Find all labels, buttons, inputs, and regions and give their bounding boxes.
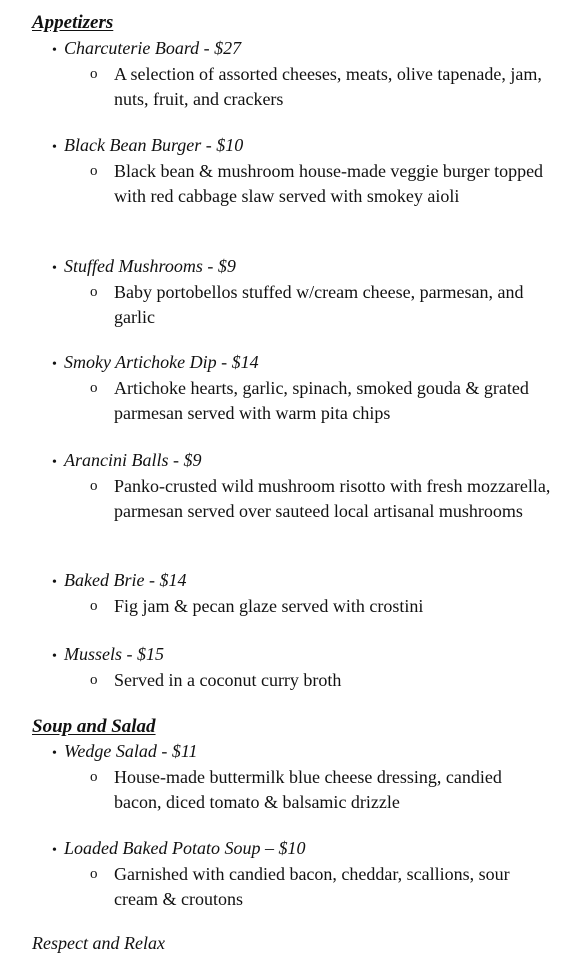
menu-item-description <box>92 668 552 693</box>
menu-item-description <box>92 62 552 111</box>
menu-item-name-text: Mussels - $15 <box>64 644 164 664</box>
circle-bullet-icon: o <box>90 284 98 300</box>
menu-item-name-text: Wedge Salad - $11 <box>64 741 198 761</box>
menu-item-name <box>52 643 164 668</box>
menu-item-description-text: House-made buttermilk blue cheese dressing, candied bacon, diced tomato & balsamic drizzle <box>114 767 502 812</box>
menu-item-name <box>52 449 202 474</box>
bullet-icon: • <box>52 261 57 276</box>
menu-item-name-text: Arancini Balls - $9 <box>64 450 202 470</box>
bullet-icon: • <box>52 575 57 590</box>
menu-item-name <box>52 837 305 862</box>
bullet-icon: • <box>52 649 57 664</box>
menu-item-description-text: Baby portobellos stuffed w/cream cheese, parmesan, and garlic <box>114 282 524 327</box>
menu-item-name-text: Smoky Artichoke Dip - $14 <box>64 352 259 372</box>
menu-item-name <box>52 351 259 376</box>
menu-item-name-text: Loaded Baked Potato Soup – $10 <box>64 838 306 858</box>
menu-item-description-text: Artichoke hearts, garlic, spinach, smoked gouda & grated parmesan served with warm pita chips <box>114 378 529 423</box>
menu-item-name-text: Charcuterie Board - $27 <box>64 38 242 58</box>
section-title-soup-and-salad: Soup and Salad <box>32 716 156 737</box>
menu-item-name <box>52 37 241 62</box>
circle-bullet-icon: o <box>90 769 98 785</box>
circle-bullet-icon: o <box>90 163 98 179</box>
circle-bullet-icon: o <box>90 598 98 614</box>
menu-item-description <box>92 159 552 208</box>
menu-item-description-text: A selection of assorted cheeses, meats, olive tapenade, jam, nuts, fruit, and crackers <box>114 64 542 109</box>
footer-tagline: Respect and Relax <box>32 933 165 953</box>
menu-item-name <box>52 255 236 280</box>
circle-bullet-icon: o <box>90 866 98 882</box>
section-title-appetizers: Appetizers <box>32 12 114 33</box>
menu-item-name-text: Baked Brie - $14 <box>64 570 187 590</box>
menu-item-description <box>92 474 552 523</box>
bullet-icon: • <box>52 843 57 858</box>
menu-item-name <box>52 740 197 765</box>
menu-item-description-text: Served in a coconut curry broth <box>114 670 342 690</box>
circle-bullet-icon: o <box>90 380 98 396</box>
bullet-icon: • <box>52 746 57 761</box>
menu-item-description-text: Panko-crusted wild mushroom risotto with fresh mozzarella, parmesan served over sauteed local artisanal mushrooms <box>114 476 551 521</box>
menu-item-description <box>92 765 552 814</box>
bullet-icon: • <box>52 455 57 470</box>
menu-item-description <box>92 862 552 911</box>
menu-item-description <box>92 376 552 425</box>
menu-item-description-text: Fig jam & pecan glaze served with crostini <box>114 596 424 616</box>
menu-item-description-text: Garnished with candied bacon, cheddar, scallions, sour cream & croutons <box>114 864 510 909</box>
menu-item-description-text: Black bean & mushroom house-made veggie burger topped with red cabbage slaw served with smokey aioli <box>114 161 544 206</box>
bullet-icon: • <box>52 357 57 372</box>
bullet-icon: • <box>52 140 57 155</box>
menu-item-name <box>52 569 186 594</box>
menu-item-name-text: Black Bean Burger - $10 <box>64 135 244 155</box>
menu-item-name-text: Stuffed Mushrooms - $9 <box>64 256 236 276</box>
menu-item-description <box>92 280 552 329</box>
circle-bullet-icon: o <box>90 478 98 494</box>
bullet-icon: • <box>52 43 57 58</box>
circle-bullet-icon: o <box>90 672 98 688</box>
circle-bullet-icon: o <box>90 66 98 82</box>
menu-item-name <box>52 134 243 159</box>
menu-item-description <box>92 594 552 619</box>
